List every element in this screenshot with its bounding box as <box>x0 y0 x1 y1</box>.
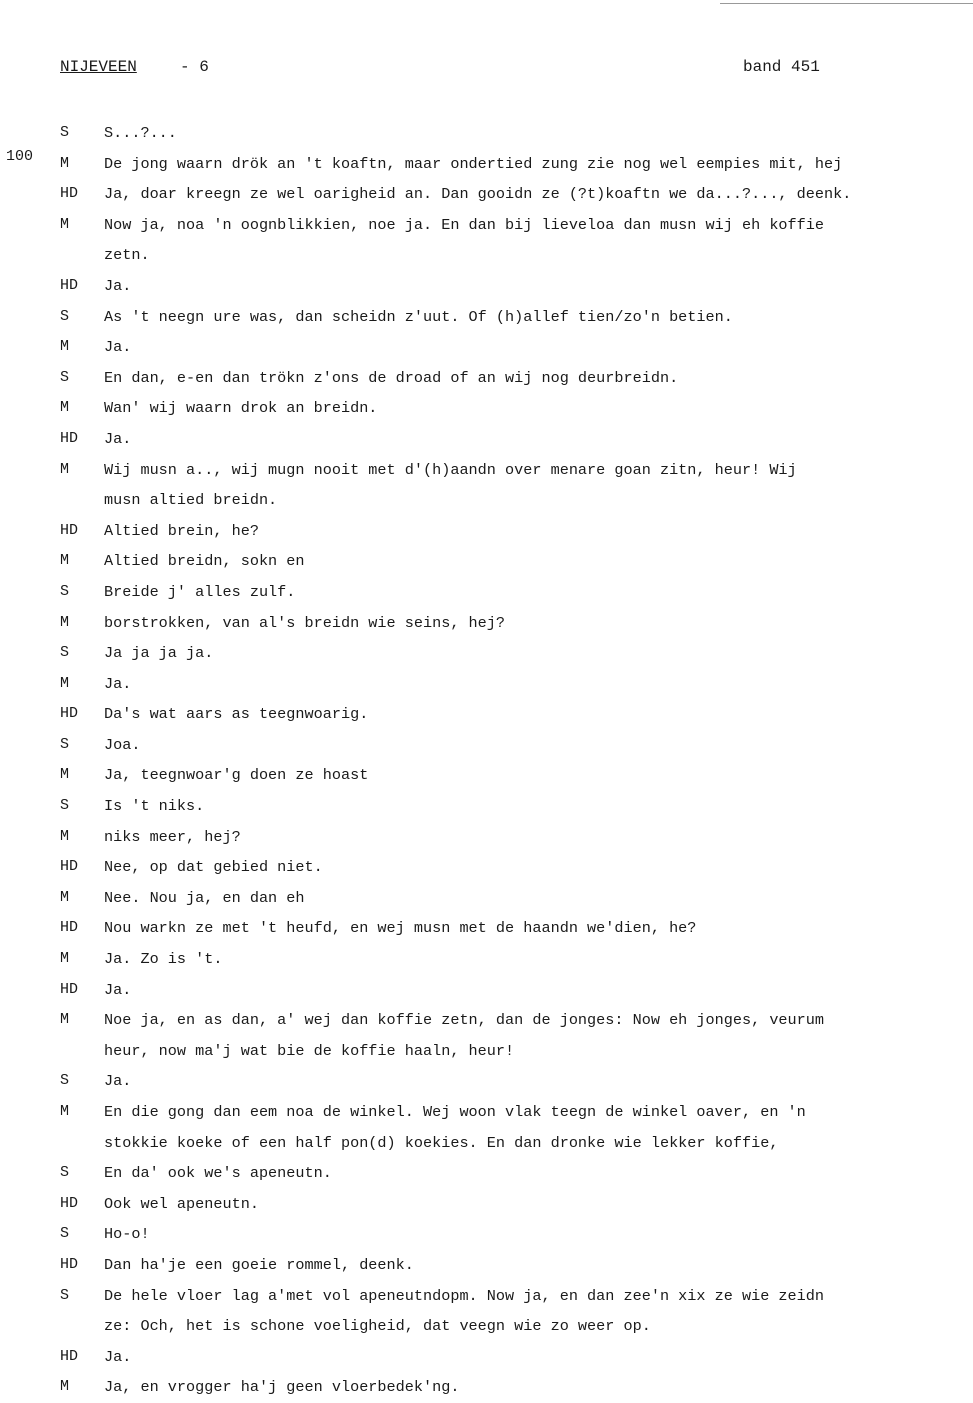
line-text: Ook wel apeneutn. <box>104 1194 259 1213</box>
speaker-label: M <box>60 338 70 356</box>
transcript-line <box>0 149 973 180</box>
speaker-label: M <box>60 950 70 968</box>
transcript-line <box>0 975 973 1006</box>
transcript-line <box>0 883 973 914</box>
transcript-body <box>0 118 973 1403</box>
transcript-line <box>0 302 973 333</box>
line-text: ze: Och, het is schone voeligheid, dat veegn wie zo weer op. <box>104 1317 651 1336</box>
line-text: Ho-o! <box>104 1225 150 1244</box>
page-header <box>60 58 940 80</box>
speaker-label: S <box>60 644 70 662</box>
transcript-line <box>0 1128 973 1159</box>
line-text: Ja. Zo is 't. <box>104 950 223 969</box>
line-text: Joa. <box>104 735 141 754</box>
speaker-label: HD <box>60 1347 79 1365</box>
line-text: Da's wat aars as teegnwoarig. <box>104 705 369 724</box>
transcript-line <box>0 1281 973 1312</box>
speaker-label: S <box>60 124 70 141</box>
line-text: En dan, e-en dan trökn z'ons de droad of an wij nog deurbreidn. <box>104 368 679 387</box>
speaker-label <box>0 485 104 516</box>
line-text: Ja, doar kreegn ze wel oarigheid an. Dan gooidn ze (?t)koaftn we da...?..., deenk. <box>104 185 852 204</box>
speaker-label: M <box>60 1011 70 1029</box>
line-text: borstrokken, van al's breidn wie seins, hej? <box>104 613 506 632</box>
line-text: heur, now ma'j wat bie de koffie haaln, heur! <box>104 1041 515 1060</box>
line-text: Now ja, noa 'n oognblikkien, noe ja. En dan bij lieveloa dan musn wij eh koffie <box>104 215 825 234</box>
line-text: musn altied breidn. <box>104 491 278 510</box>
transcript-line <box>0 118 973 149</box>
speaker-label: M <box>60 766 70 784</box>
speaker-label: HD <box>60 521 79 539</box>
speaker-label <box>0 240 104 271</box>
speaker-label: S <box>60 735 70 753</box>
transcript-line <box>0 913 973 944</box>
speaker-label: S <box>60 582 70 600</box>
transcript-line <box>0 424 973 455</box>
speaker-label: M <box>60 460 70 478</box>
speaker-label: M <box>60 1103 70 1120</box>
line-text: Ja. <box>104 1347 132 1366</box>
transcript-line <box>0 455 973 486</box>
line-text: Ja ja ja ja. <box>104 644 214 663</box>
speaker-label: M <box>60 613 70 631</box>
transcript-line <box>0 240 973 271</box>
transcript-line <box>0 516 973 547</box>
speaker-label: HD <box>60 705 79 723</box>
band-number: band 451 <box>743 58 820 76</box>
transcript-line <box>0 1311 973 1342</box>
transcript-line <box>0 1066 973 1097</box>
line-text: Dan ha'je een goeie rommel, deenk. <box>104 1255 414 1274</box>
line-text: Nee, op dat gebied niet. <box>104 858 323 877</box>
transcript-line <box>0 791 973 822</box>
transcript-line <box>0 332 973 363</box>
line-text: Ja, en vrogger ha'j geen vloerbedek'ng. <box>104 1378 460 1397</box>
speaker-label: M <box>60 888 70 906</box>
line-text: stokkie koeke of een half pon(d) koekies. En dan dronke wie lekker koffie, <box>104 1133 779 1152</box>
line-text: zetn. <box>104 246 150 265</box>
speaker-label <box>0 1036 104 1067</box>
transcript-line <box>0 669 973 700</box>
line-text: De hele vloer lag a'met vol apeneutndopm. Now ja, en dan zee'n xix ze wie zeidn <box>104 1286 825 1305</box>
speaker-label: S <box>60 1286 70 1304</box>
transcript-line <box>0 577 973 608</box>
transcript-line <box>0 1219 973 1250</box>
speaker-label: HD <box>60 185 79 203</box>
speaker-label: S <box>60 368 70 386</box>
speaker-label: HD <box>60 858 79 876</box>
speaker-label: HD <box>60 1194 79 1212</box>
speaker-label: M <box>60 154 70 172</box>
transcript-line <box>0 485 973 516</box>
speaker-label: M <box>60 215 70 233</box>
transcript-line <box>0 179 973 210</box>
transcript-line <box>0 822 973 853</box>
transcript-line <box>0 1189 973 1220</box>
speaker-label: M <box>60 827 70 845</box>
transcript-line <box>0 363 973 394</box>
line-text: Altied brein, he? <box>104 521 259 540</box>
speaker-label: M <box>60 399 70 417</box>
line-text: Ja. <box>104 980 132 999</box>
speaker-label: M <box>60 674 70 692</box>
speaker-label: M <box>60 1378 70 1396</box>
line-text: Ja. <box>104 429 132 448</box>
transcript-line <box>0 393 973 424</box>
speaker-label: S <box>60 1164 70 1182</box>
line-text: Ja. <box>104 674 132 693</box>
transcript-line <box>0 1005 973 1036</box>
speaker-label <box>0 1311 104 1342</box>
line-text: As 't neegn ure was, dan scheidn z'uut. Of (h)allef tien/zo'n betien. <box>104 307 733 326</box>
margin-line-number: 100 <box>6 148 34 165</box>
transcript-line <box>0 852 973 883</box>
top-rule <box>720 3 973 4</box>
speaker-label: S <box>60 1225 70 1243</box>
line-text: Breide j' alles zulf. <box>104 582 296 601</box>
line-text: Altied breidn, sokn en <box>104 552 305 571</box>
transcript-line <box>0 1342 973 1373</box>
speaker-label: S <box>60 1072 70 1090</box>
line-text: Wij musn a.., wij mugn nooit met d'(h)aandn over menare goan zitn, heur! Wij <box>104 460 797 479</box>
line-text: Ja, teegnwoar'g doen ze hoast <box>104 766 369 785</box>
line-text: Nee. Nou ja, en dan eh <box>104 888 305 907</box>
line-text: Nou warkn ze met 't heufd, en wej musn met de haandn we'dien, he? <box>104 919 697 938</box>
speaker-label: HD <box>60 429 79 447</box>
transcript-line <box>0 210 973 241</box>
line-text: Ja. <box>104 338 132 357</box>
speaker-label: S <box>60 797 70 815</box>
speaker-label: HD <box>60 1255 79 1273</box>
line-text: En die gong dan eem noa de winkel. Wej woon vlak teegn de winkel oaver, en 'n <box>104 1103 806 1121</box>
transcript-line <box>0 1036 973 1067</box>
transcript-line <box>0 608 973 639</box>
transcript-line <box>0 1097 973 1128</box>
transcript-line <box>0 546 973 577</box>
transcript-line <box>0 760 973 791</box>
page-number: - 6 <box>180 58 209 76</box>
line-text: De jong waarn drök an 't koaftn, maar ondertied zung zie nog wel eempies mit, hej <box>104 154 843 173</box>
transcript-line <box>0 730 973 761</box>
speaker-label: HD <box>60 980 79 998</box>
line-text: En da' ook we's apeneutn. <box>104 1164 332 1183</box>
transcript-line <box>0 944 973 975</box>
transcript-line <box>0 1250 973 1281</box>
line-text: S...?... <box>104 124 177 142</box>
transcript-line <box>0 638 973 669</box>
transcript-line <box>0 1372 973 1403</box>
transcript-line <box>0 699 973 730</box>
line-text: Ja. <box>104 276 132 295</box>
line-text: Noe ja, en as dan, a' wej dan koffie zetn, dan de jonges: Now eh jonges, veurum <box>104 1011 825 1030</box>
line-text: Is 't niks. <box>104 797 205 816</box>
speaker-label: M <box>60 552 70 570</box>
speaker-label <box>0 1128 104 1159</box>
speaker-label: S <box>60 307 70 325</box>
line-text: niks meer, hej? <box>104 827 241 846</box>
line-text: Ja. <box>104 1072 132 1091</box>
speaker-label: HD <box>60 919 79 937</box>
page-title: NIJEVEEN <box>60 58 137 76</box>
transcript-line <box>0 271 973 302</box>
line-text: Wan' wij waarn drok an breidn. <box>104 399 378 418</box>
speaker-label: HD <box>60 276 79 294</box>
transcript-line <box>0 1158 973 1189</box>
